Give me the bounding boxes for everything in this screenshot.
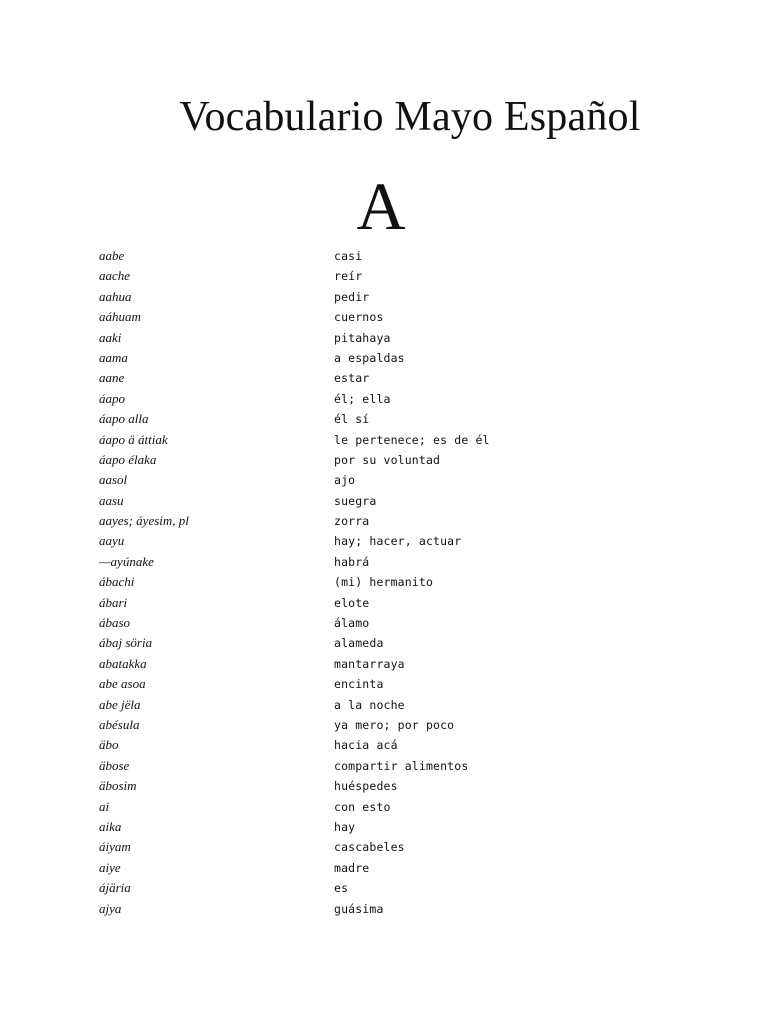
vocabulary-entry xyxy=(0,674,768,694)
mayo-term: ábaj söria xyxy=(99,635,153,651)
vocabulary-entry xyxy=(0,450,768,470)
mayo-term: aayes; áyesim, pl xyxy=(99,513,189,529)
mayo-term: aabe xyxy=(99,248,125,263)
spanish-definition: hacia acá xyxy=(334,738,398,753)
spanish-definition: pitahaya xyxy=(334,330,391,345)
vocabulary-entry xyxy=(0,878,768,898)
spanish-definition: por su voluntad xyxy=(334,452,441,467)
spanish-definition: compartir alimentos xyxy=(334,758,469,773)
spanish-definition: (mi) hermanito xyxy=(334,575,434,590)
spanish-definition: pedir xyxy=(334,289,370,304)
mayo-term: aasu xyxy=(99,492,124,508)
vocabulary-entry xyxy=(0,430,768,450)
spanish-definition: a espaldas xyxy=(334,350,405,365)
mayo-term: äbose xyxy=(99,757,130,773)
vocabulary-entry xyxy=(0,389,768,409)
spanish-definition: madre xyxy=(334,860,370,875)
vocabulary-entry xyxy=(0,613,768,633)
spanish-definition: guásima xyxy=(334,901,384,916)
mayo-term: aáhuam xyxy=(99,309,141,325)
mayo-term: ábachi xyxy=(99,574,135,590)
vocabulary-entry xyxy=(0,552,768,572)
section-letter-heading: A xyxy=(356,168,406,244)
spanish-definition: cuernos xyxy=(334,310,384,325)
spanish-definition: a la noche xyxy=(334,697,405,712)
spanish-definition: álamo xyxy=(334,616,370,631)
vocabulary-entry xyxy=(0,654,768,674)
vocabulary-entry xyxy=(0,266,768,286)
spanish-definition: con esto xyxy=(334,799,391,814)
vocabulary-entry xyxy=(0,348,768,368)
vocabulary-entry xyxy=(0,756,768,776)
mayo-term: áapo élaka xyxy=(99,451,157,467)
mayo-term: ábari xyxy=(99,594,128,610)
mayo-term: aama xyxy=(99,349,128,365)
vocabulary-entry xyxy=(0,735,768,755)
spanish-definition: habrá xyxy=(334,554,370,569)
spanish-definition: él sí xyxy=(334,412,370,427)
mayo-term: —ayúnake xyxy=(99,553,154,569)
vocabulary-entry xyxy=(0,470,768,490)
vocabulary-entry xyxy=(0,837,768,857)
spanish-definition: cascabeles xyxy=(334,840,405,855)
vocabulary-entry xyxy=(0,511,768,531)
spanish-definition: encinta xyxy=(334,677,384,692)
mayo-term: aasol xyxy=(99,472,128,488)
vocabulary-entry xyxy=(0,368,768,388)
vocabulary-entry xyxy=(0,715,768,735)
mayo-term: ajya xyxy=(99,900,122,916)
mayo-term: äbo xyxy=(99,737,119,753)
spanish-definition: elote xyxy=(334,595,370,610)
mayo-term: aiye xyxy=(99,859,121,875)
vocabulary-entry xyxy=(0,531,768,551)
mayo-term: áiyam xyxy=(99,839,131,855)
mayo-term: ai xyxy=(99,798,110,814)
mayo-term: abe jëla xyxy=(99,696,141,712)
vocabulary-entry xyxy=(0,328,768,348)
mayo-term: áapo alla xyxy=(99,411,149,427)
vocabulary-entry xyxy=(0,695,768,715)
vocabulary-entry xyxy=(0,633,768,653)
vocabulary-entry xyxy=(0,899,768,919)
spanish-definition: hay; hacer, actuar xyxy=(334,534,462,549)
spanish-definition: alameda xyxy=(334,636,384,651)
spanish-definition: zorra xyxy=(334,514,370,529)
mayo-term: áapo xyxy=(99,390,125,406)
mayo-term: aika xyxy=(99,818,122,834)
mayo-term: aane xyxy=(99,370,125,386)
spanish-definition: suegra xyxy=(334,493,377,508)
spanish-definition: es xyxy=(334,881,349,896)
mayo-term: äbosim xyxy=(99,778,137,794)
vocabulary-entry xyxy=(0,797,768,817)
mayo-term: abatakka xyxy=(99,655,147,671)
spanish-definition: ya mero; por poco xyxy=(334,717,455,732)
mayo-term: áapo ä áttiak xyxy=(99,431,168,447)
vocabulary-entry xyxy=(0,287,768,307)
vocabulary-entry xyxy=(0,572,768,592)
spanish-definition: reír xyxy=(334,269,363,284)
vocabulary-entry xyxy=(0,776,768,796)
vocabulary-list xyxy=(0,246,768,919)
mayo-term: ájäria xyxy=(99,880,131,896)
vocabulary-entry xyxy=(0,246,768,266)
vocabulary-entry xyxy=(0,858,768,878)
spanish-definition: casi xyxy=(334,249,363,263)
spanish-definition: él; ella xyxy=(334,391,391,406)
vocabulary-entry xyxy=(0,307,768,327)
spanish-definition: estar xyxy=(334,371,370,386)
spanish-definition: hay xyxy=(334,819,356,834)
mayo-term: aahua xyxy=(99,288,132,304)
vocabulary-entry xyxy=(0,817,768,837)
vocabulary-entry xyxy=(0,409,768,429)
spanish-definition: huéspedes xyxy=(334,779,398,794)
mayo-term: aayu xyxy=(99,533,125,549)
spanish-definition: ajo xyxy=(334,473,356,488)
spanish-definition: le pertenece; es de él xyxy=(334,432,490,447)
mayo-term: abe asoa xyxy=(99,676,146,692)
mayo-term: ábaso xyxy=(99,615,131,631)
vocabulary-entry xyxy=(0,491,768,511)
mayo-term: aache xyxy=(99,268,131,284)
mayo-term: aaki xyxy=(99,329,122,345)
page-title: Vocabulario Mayo Español xyxy=(179,94,641,140)
mayo-term: abésula xyxy=(99,716,140,732)
vocabulary-entry xyxy=(0,593,768,613)
spanish-definition: mantarraya xyxy=(334,656,405,671)
